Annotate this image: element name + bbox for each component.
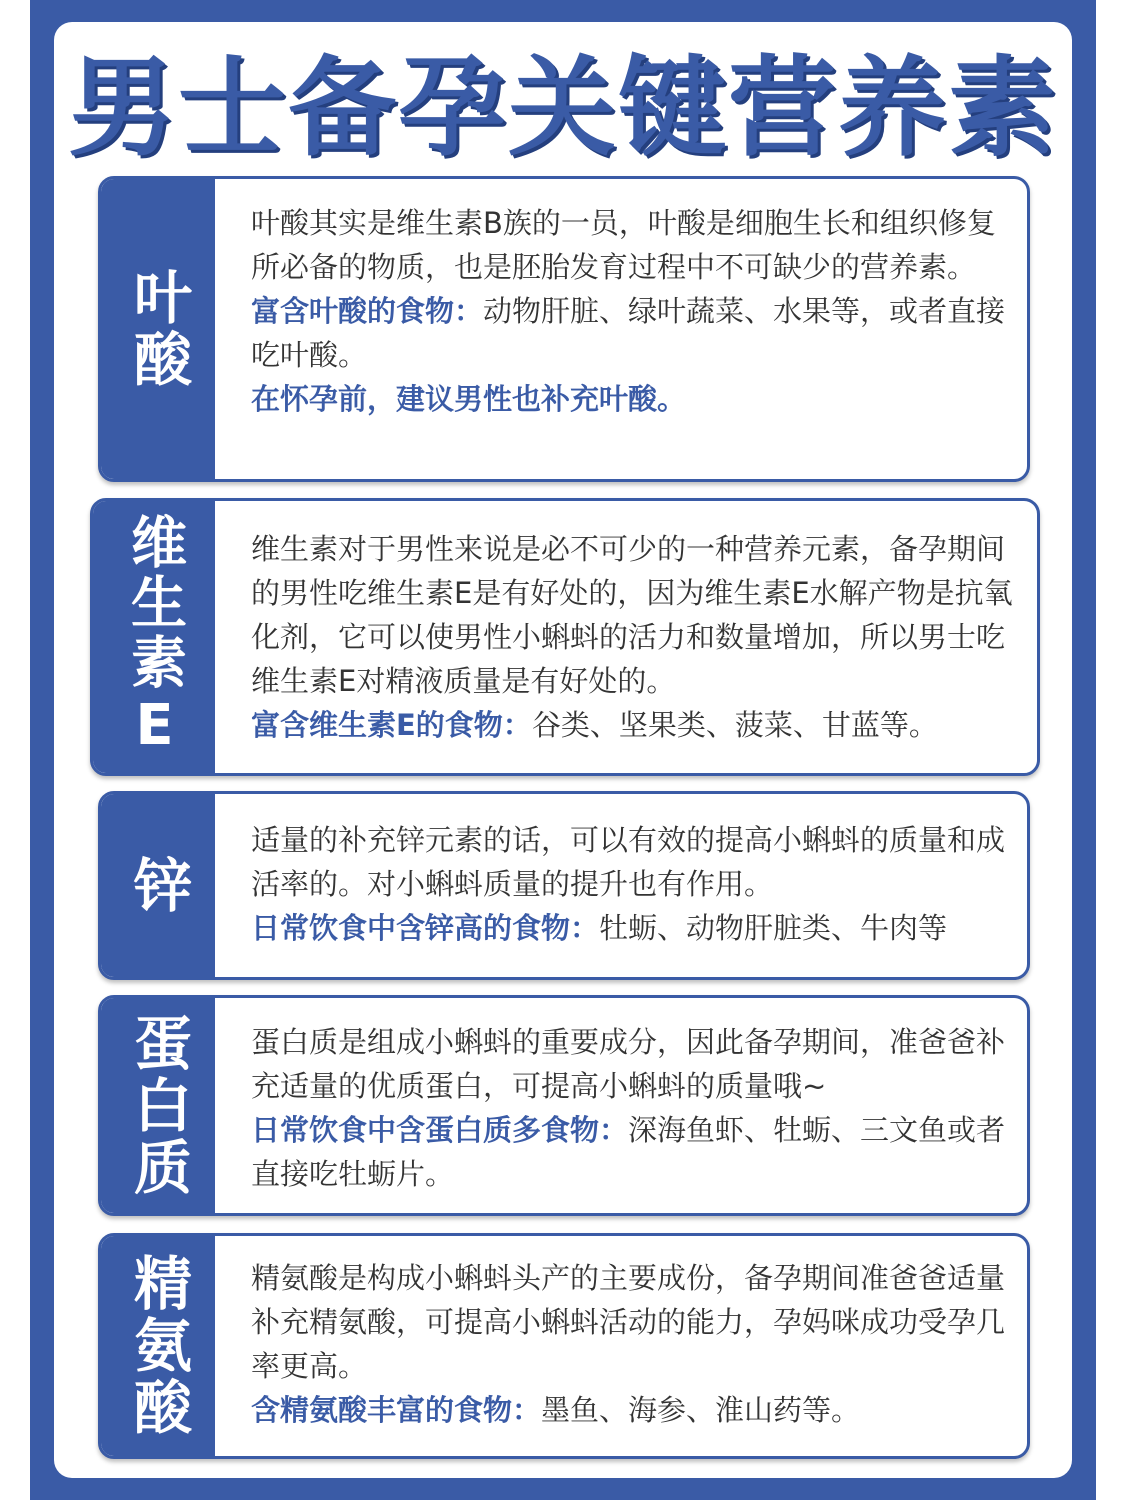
nutrient-description: 叶酸其实是维生素B族的一员，叶酸是细胞生长和组织修复所必备的物质，也是胚胎发育过程中不可缺少的营养素。 bbox=[251, 206, 996, 284]
nutrient-food-line bbox=[251, 1388, 1013, 1432]
nutrient-description: 适量的补充锌元素的话，可以有效的提高小蝌蚪的质量和成活率的。对小蝌蚪质量的提升也有作用。 bbox=[251, 823, 1006, 901]
food-text: 谷类、坚果类、菠菜、甘蓝等。 bbox=[531, 708, 938, 742]
nutrient-tab bbox=[93, 501, 215, 773]
food-label: 富含叶酸的食物： bbox=[251, 294, 484, 328]
nutrient-card-protein bbox=[98, 995, 1030, 1216]
food-label: 含精氨酸丰富的食物： bbox=[251, 1393, 542, 1427]
nutrient-food-line bbox=[251, 906, 1013, 950]
food-text: 牡蛎、动物肝脏类、牛肉等 bbox=[599, 911, 948, 945]
food-text: 深海鱼虾、牡蛎、三文鱼或者直接吃牡蛎片。 bbox=[251, 1113, 1006, 1191]
food-label: 日常饮食中含蛋白质多食物： bbox=[251, 1113, 629, 1147]
nutrient-tab bbox=[101, 998, 215, 1213]
food-text: 墨鱼、海参、淮山药等。 bbox=[541, 1393, 861, 1427]
nutrient-tab-label: 锌 bbox=[124, 854, 192, 917]
nutrient-card-vitamin-e bbox=[90, 498, 1040, 776]
food-label: 日常饮食中含锌高的食物： bbox=[251, 911, 600, 945]
nutrient-body bbox=[251, 527, 1023, 747]
nutrient-tab-label: 精氨酸 bbox=[124, 1253, 192, 1439]
nutrient-tab bbox=[101, 179, 215, 479]
food-label: 富含维生素E的食物： bbox=[251, 708, 532, 742]
nutrient-card-zinc bbox=[98, 791, 1030, 980]
nutrient-tab-label: 蛋白质 bbox=[124, 1012, 192, 1199]
nutrient-food-line bbox=[251, 703, 1023, 747]
nutrient-food-line bbox=[251, 1108, 1013, 1196]
nutrient-card-arginine bbox=[98, 1233, 1030, 1459]
nutrient-description: 维生素对于男性来说是必不可少的一种营养元素，备孕期间的男性吃维生素E是有好处的，因为维生素E水解产物是抗氧化剂，它可以使男性小蝌蚪的活力和数量增加，所以男士吃维生素E对精液质量是有好处的。 bbox=[251, 532, 1013, 698]
nutrient-body bbox=[251, 201, 1013, 421]
nutrient-description: 蛋白质是组成小蝌蚪的重要成分，因此备孕期间，准爸爸补充适量的优质蛋白，可提高小蝌蚪的质量哦~ bbox=[251, 1025, 1006, 1103]
nutrient-card-folic-acid bbox=[98, 176, 1030, 482]
nutrient-food-line bbox=[251, 289, 1013, 377]
page-title: 男士备孕关键营养素 bbox=[67, 46, 1058, 171]
nutrient-tab-label: 叶酸 bbox=[124, 267, 192, 391]
nutrient-note: 在怀孕前，建议男性也补充叶酸。 bbox=[251, 382, 687, 416]
nutrient-tab bbox=[101, 1236, 215, 1456]
nutrient-tab-label: 维生素E bbox=[122, 512, 187, 762]
nutrient-description: 精氨酸是构成小蝌蚪头产的主要成份，备孕期间准爸爸适量补充精氨酸，可提高小蝌蚪活动的能力，孕妈咪成功受孕几率更高。 bbox=[251, 1261, 1006, 1383]
nutrient-body bbox=[251, 1256, 1013, 1432]
nutrient-body bbox=[251, 1020, 1013, 1196]
nutrient-body bbox=[251, 818, 1013, 950]
nutrient-tab bbox=[101, 794, 215, 977]
food-text: 动物肝脏、绿叶蔬菜、水果等，或者直接吃叶酸。 bbox=[251, 294, 1006, 372]
